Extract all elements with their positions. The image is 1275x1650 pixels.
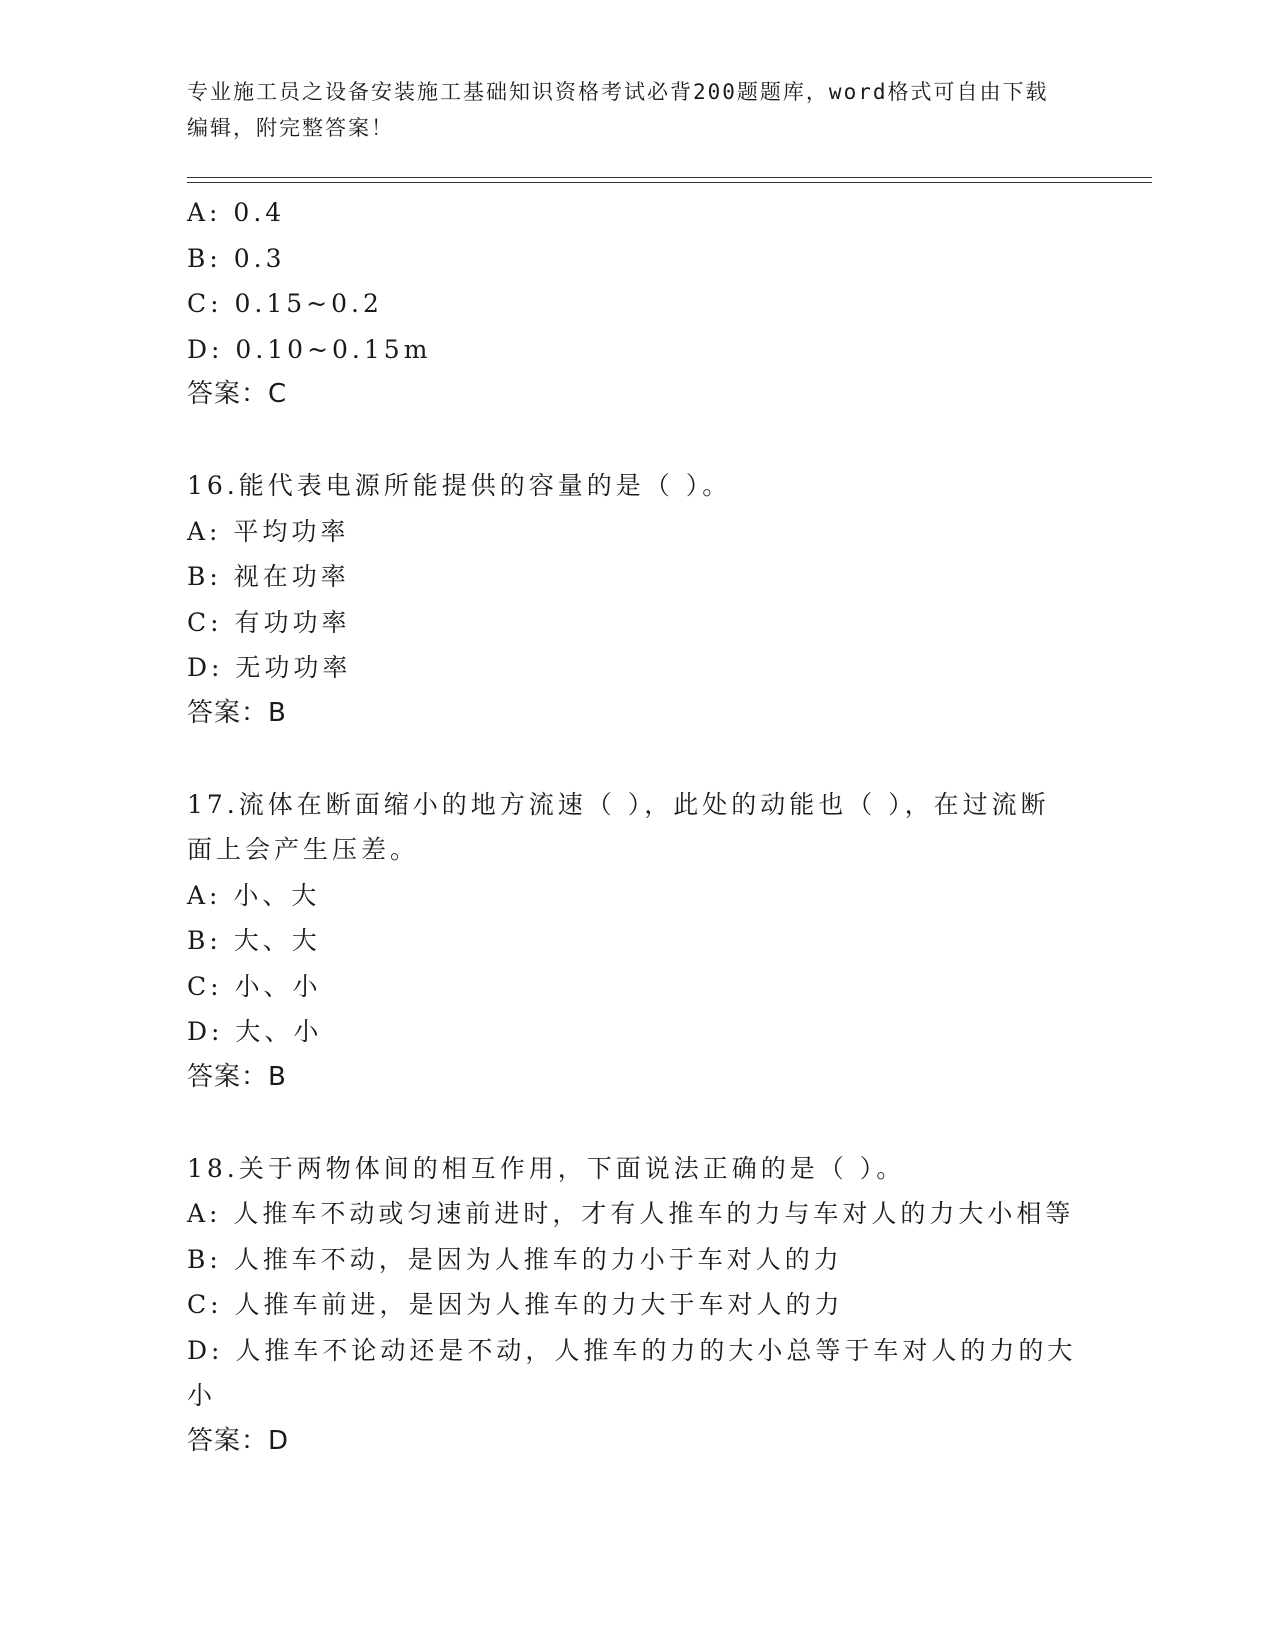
question-block-18 (187, 1146, 1087, 1465)
option-d-line-1: D: 人推车不论动还是不动，人推车的力的大小总等于车对人的力的大 (187, 1335, 1077, 1365)
question-block-16 (187, 463, 1087, 736)
option-b: B: 0.3 (187, 243, 286, 273)
header-divider-top (187, 177, 1152, 178)
answer-line: 答案：B (187, 1061, 287, 1092)
option-a: A: 平均功率 (187, 516, 350, 546)
option-c: C: 有功功率 (187, 607, 351, 637)
answer-line: 答案：C (187, 379, 288, 409)
document-header: 专业施工员之设备安装施工基础知识资格考试必背200题题库，word格式可自由下载编辑，附完整答案！ (187, 80, 1049, 140)
question-text-line-2: 面上会产生压差。 (187, 835, 420, 864)
option-a: A: 人推车不动或匀速前进时，才有人推车的力与车对人的力大小相等 (187, 1199, 1075, 1228)
option-d: D: 无功功率 (187, 653, 352, 682)
question-list (187, 190, 1087, 1464)
option-a: A: 0.4 (187, 198, 286, 227)
question-text-line-1: 17.流体在断面缩小的地方流速（ ），此处的动能也（ ），在过流断 (187, 789, 1050, 819)
option-c: C: 人推车前进，是因为人推车的力大于车对人的力 (187, 1290, 844, 1319)
question-text: 18.关于两物体间的相互作用，下面说法正确的是（ ）。 (187, 1153, 906, 1183)
question-block-17 (187, 782, 1087, 1101)
option-c: C: 0.15~0.2 (187, 289, 383, 318)
option-d-line-2: 小 (187, 1381, 217, 1410)
option-b: B: 视在功率 (187, 562, 350, 591)
question-text: 16.能代表电源所能提供的容量的是（ ）。 (187, 471, 732, 500)
option-a: A: 小、大 (187, 880, 321, 910)
option-c: C: 小、小 (187, 971, 322, 1001)
option-b: B: 人推车不动，是因为人推车的力小于车对人的力 (187, 1244, 843, 1274)
answer-line: 答案：B (187, 697, 287, 728)
header-divider-bottom (187, 182, 1152, 183)
answer-line: 答案：D (187, 1425, 290, 1456)
option-b: B: 大、大 (187, 926, 321, 955)
question-block-prev (187, 190, 1087, 418)
option-d: D: 0.10~0.15m (187, 334, 432, 364)
option-d: D: 大、小 (187, 1017, 323, 1046)
